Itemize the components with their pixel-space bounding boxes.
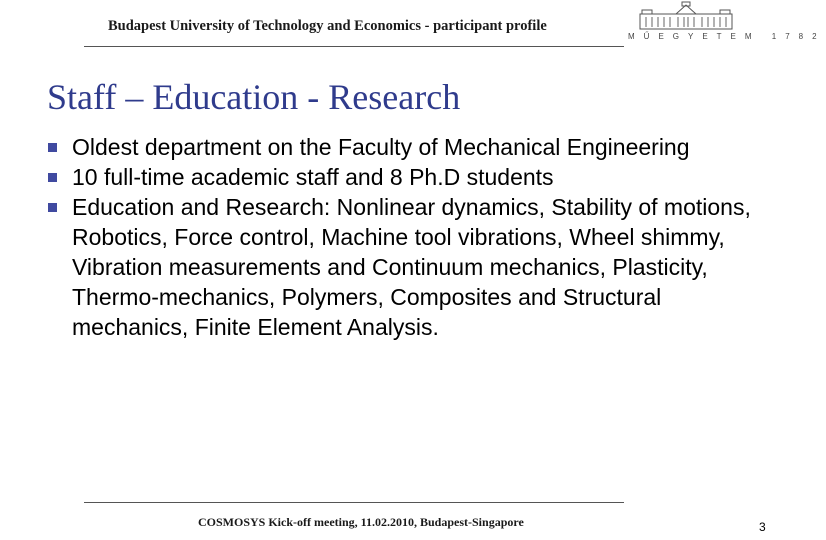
bullet-item [48,192,752,342]
slide-header [84,6,624,47]
footer-text: COSMOSYS Kick-off meeting, 11.02.2010, Budapest-Singapore [198,515,524,529]
bullet-item [48,162,752,192]
bullet-text: Oldest department on the Faculty of Mechanical Engineering [72,134,690,160]
header-title: Budapest University of Technology and Economics - participant profile [108,18,547,34]
square-bullet-icon [48,203,57,212]
university-building-icon [638,2,734,30]
slide-footer [84,502,624,527]
slide-title: Staff – Education - Research [47,77,461,117]
bullet-list [48,132,768,342]
logo-text: MŰEGYETEM 1782 [628,32,826,41]
bullet-item [48,132,752,162]
university-logo [608,0,826,50]
square-bullet-icon [48,143,57,152]
page-number: 3 [759,520,766,534]
bullet-text: 10 full-time academic staff and 8 Ph.D students [72,164,554,190]
bullet-text: Education and Research: Nonlinear dynamics, Stability of motions, Robotics, Force control, Machine tool vibrations, Wheel shimmy, Vibration measurements and Continuum mechanics, Plasticity, Thermo-mechanics, Polymers, Composites and Structural mechanics, Finite Element Analysis. [72,194,751,340]
square-bullet-icon [48,173,57,182]
